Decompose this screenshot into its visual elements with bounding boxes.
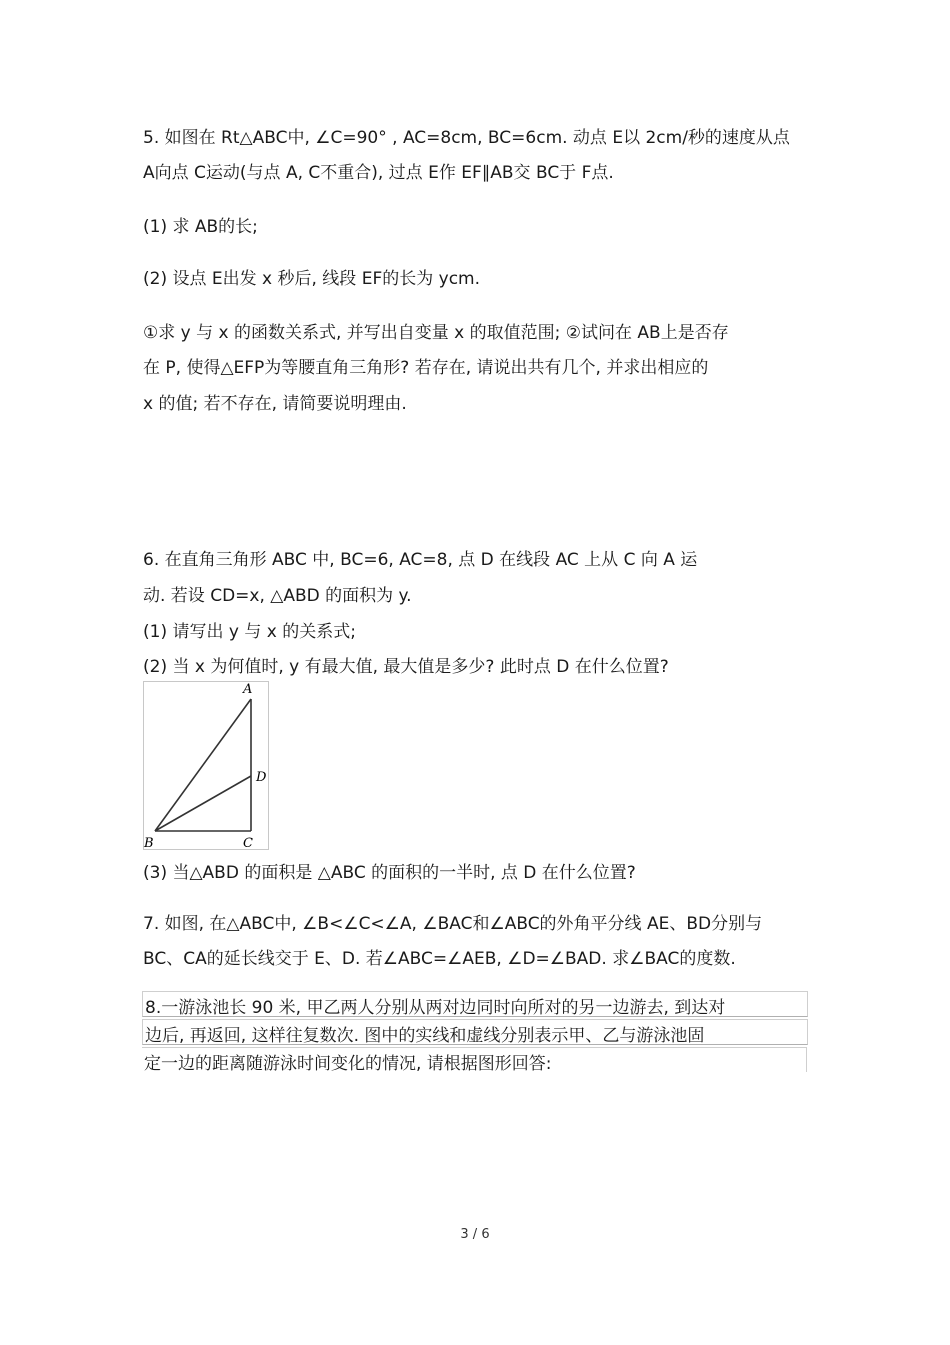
q8-row-3 — [142, 1047, 807, 1072]
q8-row-2 — [142, 1019, 808, 1045]
q6-text-line2: 动. 若设 CD=x, △ABD 的面积为 y. — [143, 586, 412, 606]
q8-text-line1: 8.一游泳池长 90 米, 甲乙两人分别从两对边同时向所对的另一边游去, 到达对 — [145, 998, 726, 1018]
question-8-box — [142, 991, 808, 1077]
q5-subquestion-3-line2: 在 P, 使得△EFP为等腰直角三角形? 若存在, 请说出共有几个, 并求出相应的 — [143, 358, 709, 378]
q6-subquestion-2: (2) 当 x 为何值时, y 有最大值, 最大值是多少? 此时点 D 在什么位置? — [143, 657, 669, 677]
vertex-label-b: B — [144, 836, 154, 851]
q6-text-line1: 6. 在直角三角形 ABC 中, BC=6, AC=8, 点 D 在线段 AC 上从 C 向 A 运 — [143, 550, 698, 570]
q5-subquestion-3-line1: ①求 y 与 x 的函数关系式, 并写出自变量 x 的取值范围; ②试问在 AB上是否存 — [143, 323, 729, 343]
vertex-label-a: A — [243, 682, 253, 697]
q7-text-line1: 7. 如图, 在△ABC中, ∠B<∠C<∠A, ∠BAC和∠ABC的外角平分线 AE、BD分别与 — [143, 914, 763, 934]
figure-frame — [144, 682, 269, 850]
q6-subquestion-3: (3) 当△ABD 的面积是 △ABC 的面积的一半时, 点 D 在什么位置? — [143, 863, 636, 883]
q7-text-line2: BC、CA的延长线交于 E、D. 若∠ABC=∠AEB, ∠D=∠BAD. 求∠BAC的度数. — [143, 949, 736, 969]
q8-text-line2: 边后, 再返回, 这样往复数次. 图中的实线和虚线分别表示甲、乙与游泳池固 — [145, 1026, 705, 1046]
q5-text-line2: A向点 C运动(与点 A, C不重合), 过点 E作 EF∥AB交 BC于 F点. — [143, 163, 614, 183]
segment-bd — [155, 776, 251, 831]
q8-text-line3: 定一边的距离随游泳时间变化的情况, 请根据图形回答: — [144, 1054, 552, 1074]
q5-text-line1: 5. 如图在 Rt△ABC中, ∠C=90° , AC=8cm, BC=6cm. 动点 E以 2cm/秒的速度从点 — [143, 128, 790, 148]
q5-subquestion-1: (1) 求 AB的长; — [143, 217, 258, 237]
q8-row-1 — [142, 991, 808, 1017]
page-number: 3 / 6 — [460, 1227, 490, 1242]
q5-subquestion-2: (2) 设点 E出发 x 秒后, 线段 EF的长为 ycm. — [143, 269, 481, 289]
q6-subquestion-1: (1) 请写出 y 与 x 的关系式; — [143, 622, 356, 642]
vertex-label-c: C — [243, 836, 253, 851]
vertex-label-d: D — [256, 770, 267, 785]
q5-subquestion-3-line3: x 的值; 若不存在, 请简要说明理由. — [143, 394, 407, 414]
segment-ab — [155, 699, 251, 831]
triangle-abc-figure — [143, 681, 270, 851]
